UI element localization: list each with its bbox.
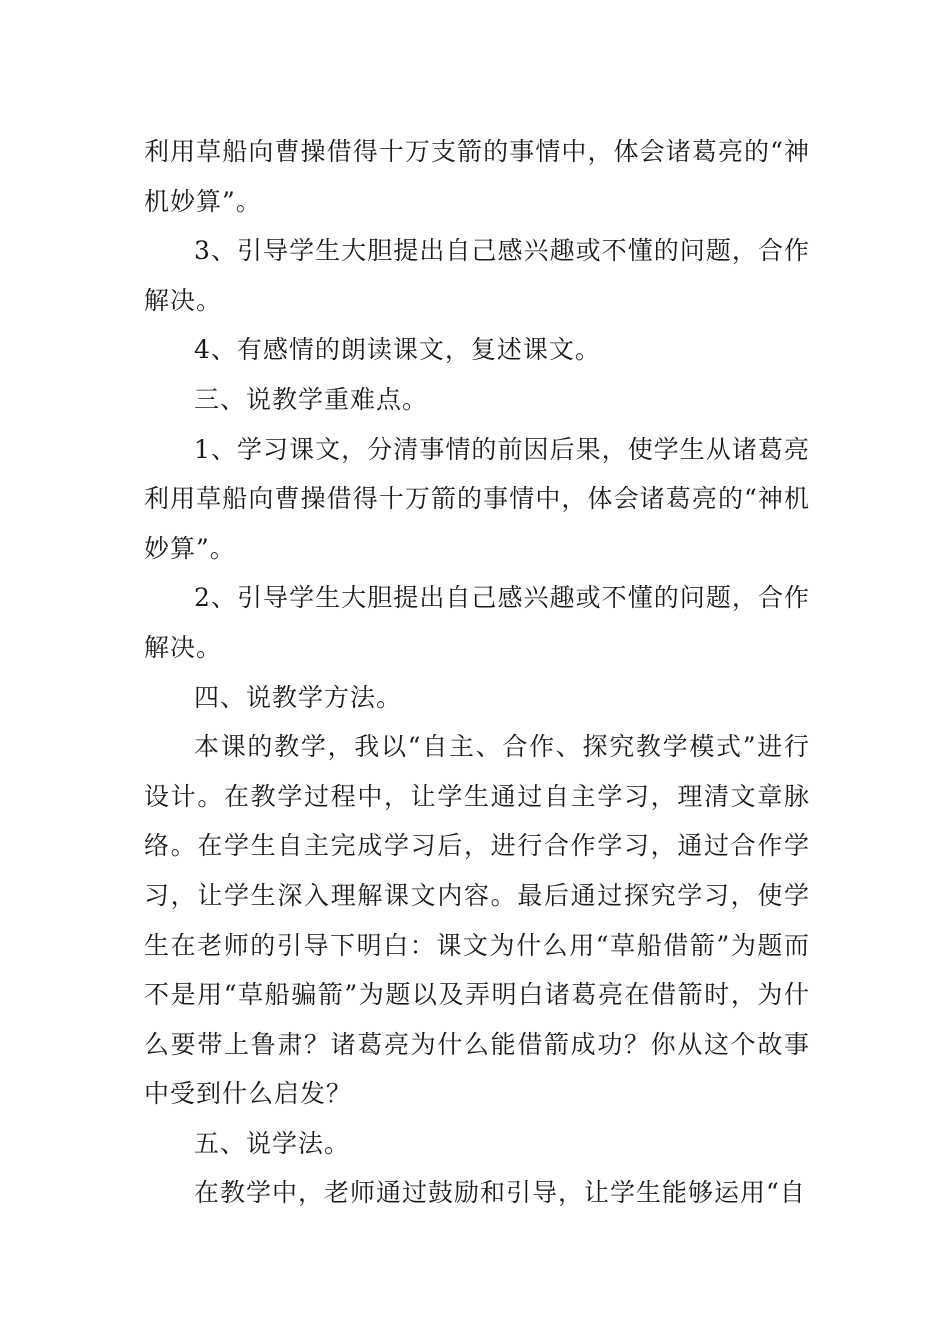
document-body — [144, 127, 810, 1218]
section-heading-learning-methods: 五、说学法。 — [194, 1128, 351, 1158]
paragraph-continuation: 利用草船向曹操借得十万支箭的事情中，体会诸葛亮的“神机妙算”。 — [144, 137, 810, 216]
paragraph-key-point-2: 2、引导学生大胆提出自己感兴趣或不懂的问题，合作解决。 — [144, 583, 810, 662]
paragraph-key-point-1: 1、学习课文，分清事情的前因后果，使学生从诸葛亮利用草船向曹操借得十万箭的事情中，体会诸葛亮的“神机妙算”。 — [144, 434, 810, 563]
paragraph-teaching-methods: 本课的教学，我以“自主、合作、探究教学模式”进行设计。在教学过程中，让学生通过自主学习，理清文章脉络。在学生自主完成学习后，进行合作学习，通过合作学习，让学生深入理解课文内容。最后通过探究学习，使学生在老师的引导下明白：课文为什么用“草船借箭”为题而不是用“草船骗箭”为题以及弄明白诸葛亮在借箭时，为什么要带上鲁肃？诸葛亮为什么能借箭成功？你从这个故事中受到什么启发？ — [144, 732, 810, 1109]
paragraph-learning-methods: 在教学中，老师通过鼓励和引导，让学生能够运用“自 — [194, 1178, 806, 1208]
section-heading-key-points: 三、说教学重难点。 — [194, 384, 429, 414]
paragraph-goal-4: 4、有感情的朗读课文，复述课文。 — [194, 335, 601, 365]
section-heading-teaching-methods: 四、说教学方法。 — [194, 682, 403, 712]
paragraph-goal-3: 3、引导学生大胆提出自己感兴趣或不懂的问题，合作解决。 — [144, 236, 810, 315]
